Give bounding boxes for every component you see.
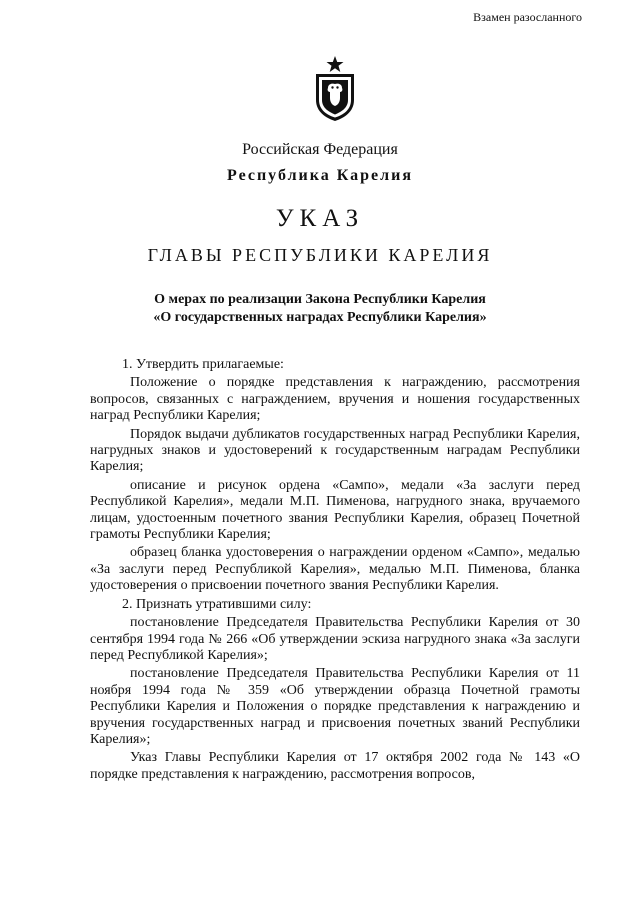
paragraph-description: описание и рисунок ордена «Сампо», медали «За заслуги перед Республикой Карелия», медали М.П. Пименова, нагрудного знака, вручаемого лицам, удостоенным почетного звания Республики Карелия, образец Почетной грамоты Республики Карелия; bbox=[90, 477, 580, 543]
paragraph-resolution-359: постановление Председателя Правительства Республики Карелия от 11 ноября 1994 года № 359 «Об утверждении образца Почетной грамоты Республики Карелия и Положения о порядке представления к награждению и вручения государственных наград и присвоения почетных званий Республики Карелия»; bbox=[90, 666, 580, 747]
country-name: Российская Федерация bbox=[242, 141, 398, 158]
paragraph-resolution-266: постановление Председателя Правительства Республики Карелия от 30 сентября 1994 года № 266 «Об утверждении эскиза нагрудного знака «За заслуги перед Республикой Карелия»; bbox=[90, 615, 580, 663]
subject-line-1: О мерах по реализации Закона Республики Карелия bbox=[154, 292, 486, 307]
replacement-stamp: Взамен разосланного bbox=[473, 10, 582, 24]
subject-line-2: «О государственных наградах Республики Карелия» bbox=[153, 310, 487, 325]
paragraph-item-2: 2. Признать утратившими силу: bbox=[122, 596, 312, 612]
decree-subject bbox=[0, 291, 640, 327]
republic-name: Республика Карелия bbox=[227, 167, 413, 184]
issuer-title: ГЛАВЫ РЕСПУБЛИКИ КАРЕЛИЯ bbox=[147, 245, 493, 265]
document-type: УКАЗ bbox=[275, 205, 365, 232]
decree-body bbox=[90, 357, 580, 785]
coat-of-arms-icon bbox=[312, 54, 358, 122]
paragraph-regulation: Положение о порядке представления к награждению, рассмотрения вопросов, связанных с награждением, вручения и ношения государственных наград Республики Карелия; bbox=[90, 375, 580, 424]
paragraph-duplicates-order: Порядок выдачи дубликатов государственных наград Республики Карелия, нагрудных знаков и удостоверений к государственным наградам Республики Карелия; bbox=[90, 426, 580, 475]
paragraph-certificate-form: образец бланка удостоверения о награждении орденом «Сампо», медалью «За заслуги перед Республикой Карелия», медалью М.П. Пименова, бланка удостоверения о присвоении почетного звания Республики Карелия. bbox=[90, 545, 580, 594]
paragraph-decree-143: Указ Главы Республики Карелия от 17 октября 2002 года № 143 «О порядке представления к награждению, рассмотрения вопросов, bbox=[90, 750, 580, 782]
paragraph-item-1: 1. Утвердить прилагаемые: bbox=[122, 357, 284, 372]
